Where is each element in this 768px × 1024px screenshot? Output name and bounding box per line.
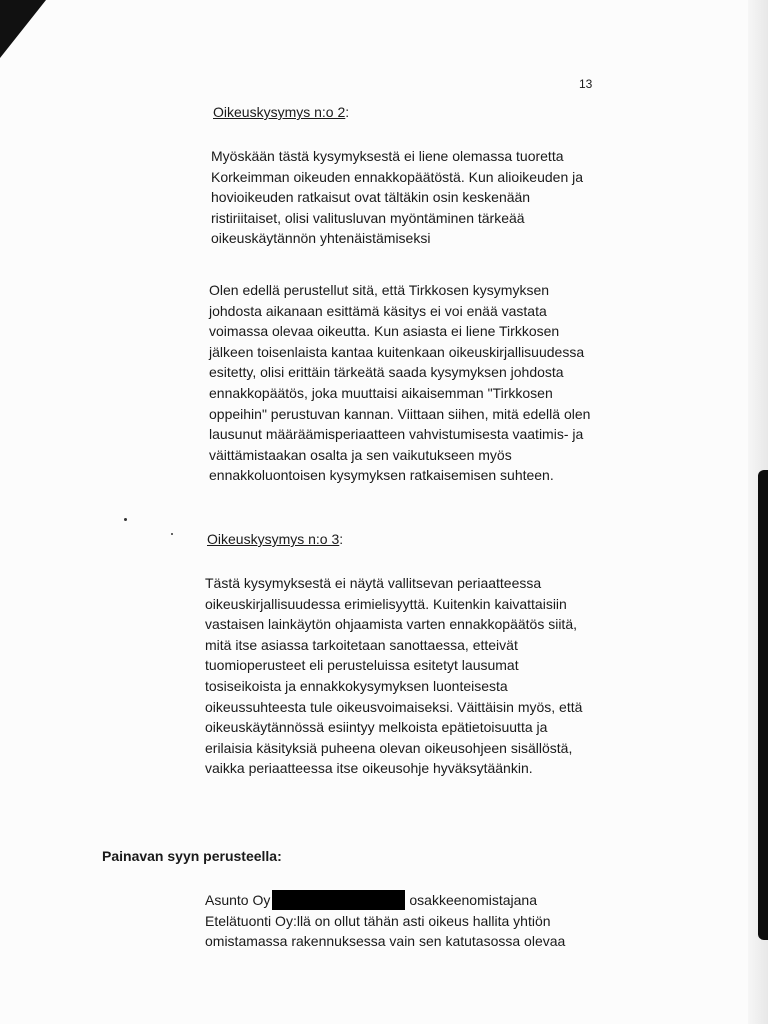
section-3-heading-text: Oikeuskysymys n:o 3 <box>207 531 340 547</box>
text-line: oikeuskirjallisuudessa erimielisyyttä. Kuitenkin kaivattaisiin <box>205 595 567 612</box>
redaction-box <box>272 890 405 910</box>
painava-paragraph <box>205 890 565 952</box>
scan-corner-shadow <box>0 0 46 58</box>
text-line: vaikka periaatteessa itse oikeusohje hyväksytäänkin. <box>205 760 533 777</box>
text-line: oikeussuhteesta tule oikeusvoimaiseksi. Väittäisin myös, että <box>205 698 583 715</box>
text-line: erilaisia käsityksiä puheena olevan oikeusohjeen sisällöstä, <box>205 739 573 756</box>
text-line: voimassa olevaa oikeutta. Kun asiasta ei liene Tirkkosen <box>209 323 560 340</box>
text-line: Tästä kysymyksestä ei näytä vallitsevan periaatteessa <box>205 575 542 591</box>
section-3-paragraph-1 <box>205 573 582 779</box>
text-line: väittämistaakan osalta ja sen vaikutukseen myös <box>209 446 512 463</box>
text-line: Olen edellä perustellut sitä, että Tirkkosen kysymyksen <box>209 282 550 298</box>
painava-line-1 <box>205 890 565 911</box>
text-line: hovioikeuden ratkaisut ovat tältäkin osin keskenään <box>211 189 531 206</box>
painava-line-3: omistamassa rakennuksessa vain sen katutasossa olevaa <box>205 933 566 950</box>
section-2-paragraph-1 <box>211 146 583 249</box>
text-line: oppeihin" perustuvan kannan. Viittaan siihen, mitä edellä olen <box>209 405 591 422</box>
section-2-heading <box>213 102 349 122</box>
text-line: Myöskään tästä kysymyksestä ei liene olemassa tuoretta <box>211 148 564 164</box>
text-line: vastaisen lainkäytön ohjaamista varten ennakkopäätös siitä, <box>205 616 577 633</box>
company-prefix: Asunto Oy <box>205 892 271 908</box>
painava-syy-title: Painavan syyn perusteella: <box>102 848 282 864</box>
scan-speck <box>171 533 173 535</box>
section-3-heading-colon: : <box>339 531 344 547</box>
text-line: oikeuskäytännössä esiintyy melkoista epätietoisuutta ja <box>205 719 548 736</box>
section-2-heading-text: Oikeuskysymys n:o 2 <box>213 104 346 120</box>
scan-right-edge-shadow <box>758 470 768 940</box>
text-line: tuomioperusteet eli perusteluissa esitetyt lausumat <box>205 657 519 674</box>
text-line: lausunut määräämisperiaatteen vahvistumisesta vaatimis- ja <box>209 426 584 443</box>
painava-line-2: Etelätuonti Oy:llä on ollut tähän asti oikeus hallita yhtiön <box>205 912 551 929</box>
text-line: jälkeen toisenlaista kantaa kuitenkaan oikeuskirjallisuudessa <box>209 343 585 360</box>
text-line: ennakkoluontoisen kysymyksen ratkaisemisen suhteen. <box>209 467 554 484</box>
section-3-heading <box>207 529 343 549</box>
shareholder-text: osakkeenomistajana <box>409 892 538 908</box>
text-line: Korkeimman oikeuden ennakkopäätöstä. Kun alioikeuden ja <box>211 168 584 185</box>
page-number: 13 <box>579 77 593 91</box>
text-line: ennakkopäätös, joka muuttaisi aikaisemman "Tirkkosen <box>209 384 553 401</box>
text-line: ristiriitaiset, olisi valitusluvan myöntäminen tärkeää <box>211 209 525 226</box>
section-2-paragraph-2 <box>209 280 590 486</box>
text-line: tosiseikoista ja ennakkokysymyksen luonteisesta <box>205 677 508 694</box>
text-line: mitä itse asiassa tarkoitetaan sanottaessa, etteivät <box>205 636 518 653</box>
text-line: esitetty, olisi erittäin tärkeätä saada kysymyksen johdosta <box>209 364 564 381</box>
scan-speck <box>124 518 127 521</box>
text-line: johdosta aikanaan esittämä käsitys ei voi enää vastata <box>209 302 547 319</box>
section-2-heading-colon: : <box>345 104 350 120</box>
text-line: oikeuskäytännön yhtenäistämiseksi <box>211 230 431 247</box>
